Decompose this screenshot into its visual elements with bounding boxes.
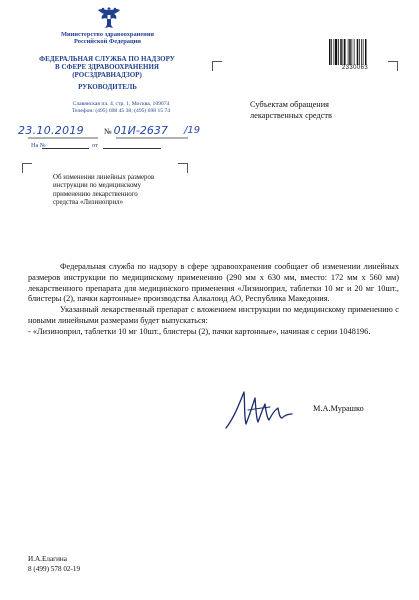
recipient-line: Субъектам обращения <box>250 100 329 109</box>
subject-line: применению лекарственного <box>53 190 138 198</box>
barcode-bar <box>354 39 355 65</box>
agency-line: (РОСЗДРАВНАДЗОР) <box>72 71 142 79</box>
barcode-bar <box>365 39 367 65</box>
body-paragraph: Федеральная служба по надзору в сфере здравоохранения сообщает об изменении линейных размеров инструкции по медицинскому применению (290 мм х 630 мм, вместо: 172 мм х 560 мм) лекарственного препарата для медицинского применения «Лизиноприл, таблетки 10 мг и 20 мг 10шт., блистеры (2), пачки картонные» производства Алкалоид АО, Республика Македония. <box>28 262 399 304</box>
subject-line: инструкции по медицинскому <box>53 182 142 190</box>
barcode-bar <box>338 39 339 65</box>
number-value: 01И-2637 <box>113 124 168 137</box>
barcode-bar <box>331 39 332 65</box>
reference-date-label: от <box>92 142 98 149</box>
barcode-bar <box>352 39 353 65</box>
letter-subject <box>53 174 178 208</box>
agency-name <box>26 55 188 79</box>
body-paragraph: Указанный лекарственный препарат с вложением инструкции по медицинскому применению с новыми линейными размерами будет выпускаться: <box>28 305 399 325</box>
letter-body <box>28 262 399 338</box>
barcode-bar <box>334 39 335 65</box>
coat-of-arms-emblem-icon <box>96 4 122 30</box>
ministry-line: Российской Федерации <box>74 38 141 46</box>
agency-line: ФЕДЕРАЛЬНАЯ СЛУЖБА ПО НАДЗОРУ <box>39 55 175 63</box>
barcode-bar <box>349 39 351 65</box>
recipient-line: лекарственных средств <box>250 110 332 120</box>
phone-line: Телефон: (495) 698 45 38; (495) 698 15 74 <box>71 108 171 114</box>
barcode-bar <box>329 39 331 65</box>
corner-mark <box>22 163 32 173</box>
ministry-name <box>30 31 185 45</box>
barcode-bar <box>343 39 344 65</box>
agency-line: В СФЕРЕ ЗДРАВООХРАНЕНИЯ <box>55 63 159 71</box>
barcode-bar <box>359 39 360 65</box>
address-line: Славянская пл. 4, стр. 1, Москва, 109074 <box>72 101 170 107</box>
executor-name: И.А.Елагина <box>28 555 67 563</box>
subject-line: Об изменении линейных размеров <box>53 174 155 181</box>
handwritten-signature <box>222 388 298 432</box>
barcode-bar <box>344 39 346 65</box>
number-prefix: № <box>104 127 112 136</box>
document-date: 23.10.2019 <box>18 124 84 137</box>
reference-date-line <box>103 148 161 149</box>
corner-mark <box>212 61 222 71</box>
sender-position: РУКОВОДИТЕЛЬ <box>78 83 137 91</box>
subject-line: средства «Лизиноприл» <box>53 199 124 207</box>
barcode-bar <box>348 39 349 65</box>
corner-mark <box>178 163 188 173</box>
corner-mark <box>388 61 398 71</box>
number-suffix: /19 <box>184 125 201 136</box>
barcode-bar <box>363 39 364 65</box>
barcode-bar <box>357 39 359 65</box>
barcode-icon <box>329 39 381 65</box>
executor-phone: 8 (499) 578 02-19 <box>28 564 81 573</box>
recipient <box>250 100 400 121</box>
ministry-line: Министерство здравоохранения <box>61 31 154 38</box>
reference-number-label: На № <box>31 142 46 149</box>
sender-address <box>46 101 196 115</box>
signer-name: М.А.Мурашко <box>313 404 364 413</box>
executor-info <box>28 555 80 574</box>
barcode-bar <box>340 39 342 65</box>
reference-number-line <box>42 148 89 149</box>
barcode-number: 2330063 <box>341 65 369 71</box>
body-paragraph: - «Лизиноприл, таблетки 10 мг 10шт., блистеры (2), пачки картонные», начиная с серии 1048196. <box>28 326 371 336</box>
barcode-bar <box>361 39 362 65</box>
barcode-bar <box>335 39 337 65</box>
document-number <box>104 124 168 137</box>
